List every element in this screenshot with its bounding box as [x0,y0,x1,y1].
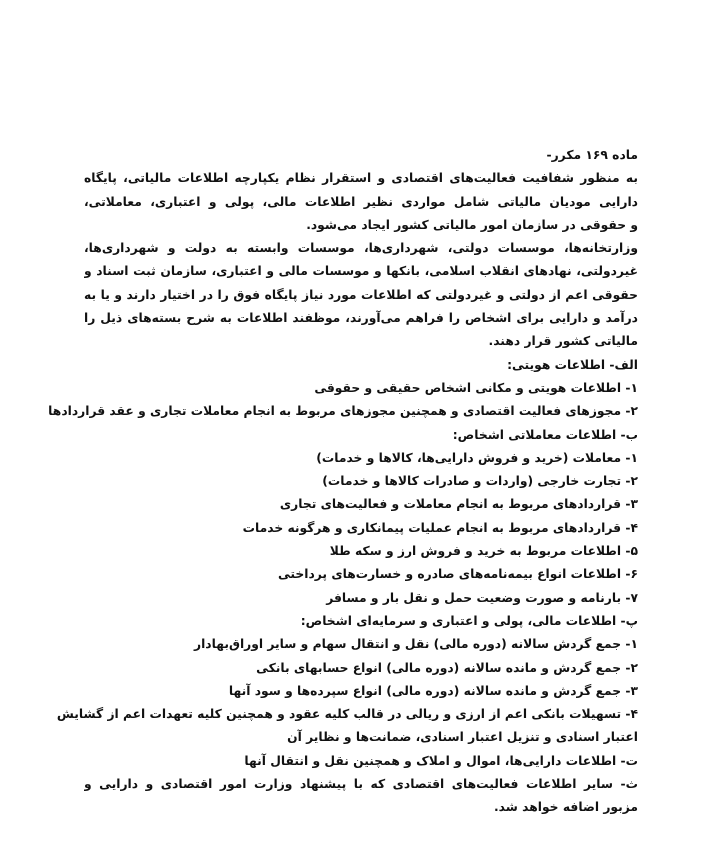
list-item: ۷- بارنامه و صورت وضعیت حمل و نقل بار و مسافر [326,590,638,605]
section-heading-financial: پ- اطلاعات مالی، پولی و اعتباری و سرمایه‌ای اشخاص: [300,613,638,628]
list-item: ۵- اطلاعات مربوط به خرید و فروش ارز و سکه طلا [329,544,638,559]
obligation-line: مالیاتی کشور قرار دهند. [488,334,638,349]
section-other-line: ث- سایر اطلاعات فعالیت‌های اقتصادی که با پیشنهاد وزارت امور اقتصادی و دارایی و [84,777,638,792]
list-item: ۲- جمع گردش و مانده سالانه (دوره مالی) انواع حسابهای بانکی [256,660,638,675]
list-item: ۴- قراردادهای مربوط به انجام عملیات پیمانکاری و هرگونه خدمات [242,520,638,535]
section-heading-identity: الف- اطلاعات هویتی: [507,357,638,372]
obligation-line: غیردولتی، نهادهای انقلاب اسلامی، بانکها و موسسات مالی و اعتباری، سازمان ثبت اسناد و [84,264,638,279]
section-assets: ت- اطلاعات دارایی‌ها، اموال و املاک و همچنین نقل و انتقال آنها [244,753,638,768]
list-item: ۱- اطلاعات هویتی و مکانی اشخاص حقیقی و حقوقی [314,380,638,395]
list-item: ۴- تسهیلات بانکی اعم از ارزی و ریالی در قالب کلیه عقود و همچنین کلیه تعهدات اعم از گشایش [56,707,638,722]
list-item: ۲- مجوزهای فعالیت اقتصادی و همچنین مجوزهای مربوط به انجام معاملات تجاری و عقد قراردادها [48,404,638,419]
list-item: ۲- تجارت خارجی (واردات و صادرات کالاها و خدمات) [322,474,638,489]
section-heading-transactions: ب- اطلاعات معاملاتی اشخاص: [452,427,638,442]
obligation-line: حقوقی اعم از دولتی و غیردولتی که اطلاعات مورد نیاز پایگاه فوق را در اختیار دارند و یا به [84,287,638,302]
list-item: ۶- اطلاعات انواع بیمه‌نامه‌های صادره و خسارت‌های پرداختی [277,567,638,582]
intro-line: و حقوقی در سازمان امور مالیاتی کشور ایجاد می‌شود. [306,217,638,232]
list-item: ۳- قراردادهای مربوط به انجام معاملات و فعالیت‌های تجاری [279,497,638,512]
obligation-line: درآمد و دارایی برای اشخاص را فراهم می‌آورند، موظفند اطلاعات به شرح بسته‌های ذیل را [84,311,638,326]
list-item: ۱- معاملات (خرید و فروش دارایی‌ها، کالاها و خدمات) [316,450,638,465]
article-title: ماده ۱۶۹ مکرر- [546,148,638,162]
list-item: ۱- جمع گردش سالانه (دوره مالی) نقل و انتقال سهام و سایر اوراق‌بهادار [194,637,638,652]
section-other-line: مزبور اضافه خواهد شد. [493,800,638,815]
intro-line: دارایی مودیان مالیاتی شامل مواردی نظیر اطلاعات مالی، پولی و اعتباری، معاملاتی، [84,194,638,209]
document-body [48,144,638,820]
list-item: ۳- جمع گردش و مانده سالانه (دوره مالی) انواع سپرده‌ها و سود آنها [228,683,638,698]
intro-line: به منظور شفافیت فعالیت‌های اقتصادی و استقرار نظام یکپارچه اطلاعات مالیاتی، پایگاه [84,171,638,186]
obligation-line: وزارتخانه‌ها، موسسات دولتی، شهرداری‌ها، موسسات وابسته به دولت و شهرداری‌ها، [84,241,638,256]
list-item: اعتبار اسنادی و تنزیل اعتبار اسنادی، ضمانت‌ها و نظایر آن [287,730,638,745]
